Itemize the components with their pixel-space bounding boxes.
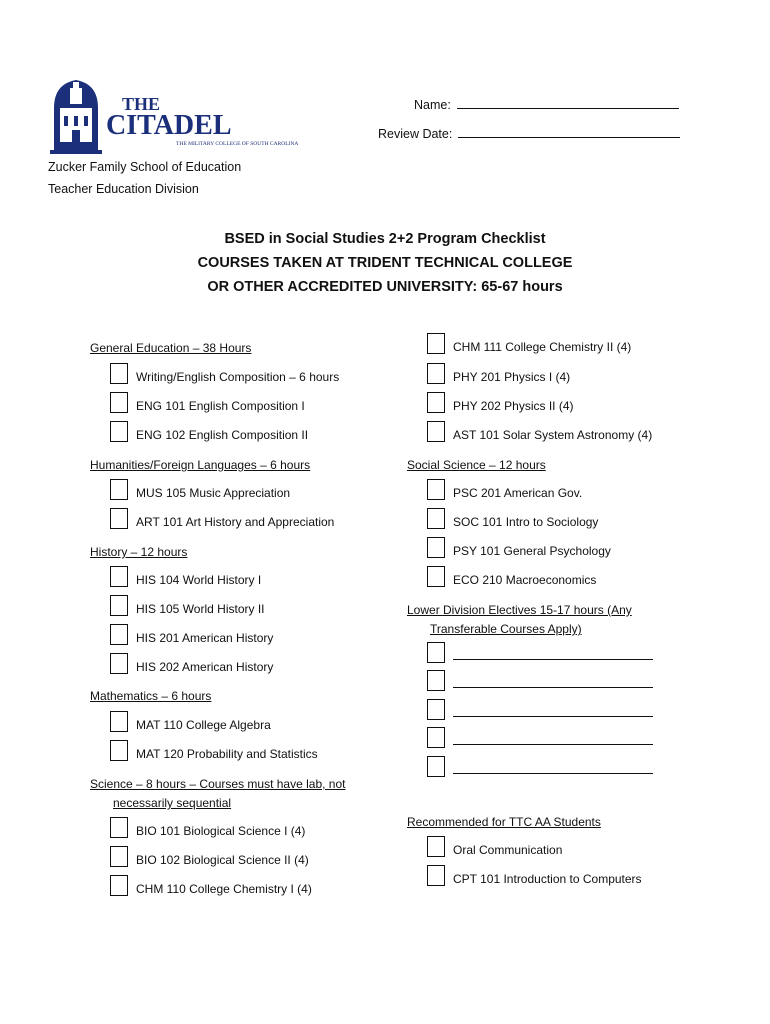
checkbox[interactable]	[110, 566, 128, 586]
section-mathematics: Mathematics – 6 hours	[90, 689, 212, 703]
checkbox[interactable]	[110, 392, 128, 412]
checkbox[interactable]	[110, 595, 128, 615]
elective-blank-line[interactable]	[453, 773, 653, 774]
checkbox[interactable]	[427, 756, 445, 776]
section-general-education: General Education – 38 Hours	[90, 341, 252, 355]
checkbox[interactable]	[427, 508, 445, 528]
checkbox[interactable]	[427, 421, 445, 441]
section-science: Science – 8 hours – Courses must have lab, not	[90, 777, 346, 791]
checkbox[interactable]	[427, 566, 445, 586]
checkbox[interactable]	[110, 653, 128, 673]
division-name: Teacher Education Division	[48, 182, 199, 196]
section-recommended: Recommended for TTC AA Students	[407, 815, 601, 829]
review-date-field[interactable]	[378, 125, 680, 141]
logo-the: THE	[122, 94, 161, 114]
checkbox[interactable]	[110, 817, 128, 837]
elective-blank-line[interactable]	[453, 716, 653, 717]
citadel-logo	[50, 78, 299, 158]
checkbox[interactable]	[110, 624, 128, 644]
checkbox[interactable]	[110, 711, 128, 731]
checkbox[interactable]	[427, 699, 445, 719]
school-name: Zucker Family School of Education	[48, 160, 242, 174]
logo-tagline: THE MILITARY COLLEGE OF SOUTH CAROLINA	[176, 141, 299, 147]
checkbox[interactable]	[427, 537, 445, 557]
checkbox[interactable]	[427, 642, 445, 662]
title-line-2: COURSES TAKEN AT TRIDENT TECHNICAL COLLEGE	[197, 255, 573, 271]
checkbox[interactable]	[427, 865, 445, 885]
checkbox[interactable]	[110, 846, 128, 866]
elective-blank-line[interactable]	[453, 659, 653, 660]
section-electives-note: Transferable Courses Apply)	[430, 622, 582, 636]
checkbox[interactable]	[427, 670, 445, 690]
elective-blank-line[interactable]	[453, 744, 653, 745]
title-line-3: OR OTHER ACCREDITED UNIVERSITY: 65-67 hours	[207, 279, 563, 295]
page-title: BSED in Social Studies 2+2 Program Checklist	[224, 231, 546, 247]
section-lower-division-electives: Lower Division Electives 15-17 hours (Any	[407, 603, 632, 617]
checkbox[interactable]	[110, 875, 128, 895]
section-social-science: Social Science – 12 hours	[407, 458, 546, 472]
section-science-note: necessarily sequential	[113, 796, 232, 810]
review-date-label: Review Date:	[378, 127, 453, 141]
checkbox[interactable]	[110, 479, 128, 499]
elective-blank-line[interactable]	[453, 687, 653, 688]
checkbox[interactable]	[110, 508, 128, 528]
checkbox[interactable]	[110, 421, 128, 441]
checkbox[interactable]	[110, 740, 128, 760]
checkbox[interactable]	[427, 727, 445, 747]
section-humanities: Humanities/Foreign Languages – 6 hours	[90, 458, 311, 472]
section-history: History – 12 hours	[90, 545, 188, 559]
name-line[interactable]	[457, 96, 679, 109]
checkbox[interactable]	[427, 836, 445, 856]
checkbox[interactable]	[427, 392, 445, 412]
name-label: Name:	[414, 98, 451, 112]
checkbox[interactable]	[427, 333, 445, 353]
checkbox[interactable]	[427, 479, 445, 499]
checkbox[interactable]	[427, 363, 445, 383]
review-date-line[interactable]	[458, 125, 680, 138]
checkbox[interactable]	[110, 363, 128, 383]
logo-citadel: CITADEL	[106, 110, 232, 141]
name-field[interactable]	[414, 96, 679, 112]
